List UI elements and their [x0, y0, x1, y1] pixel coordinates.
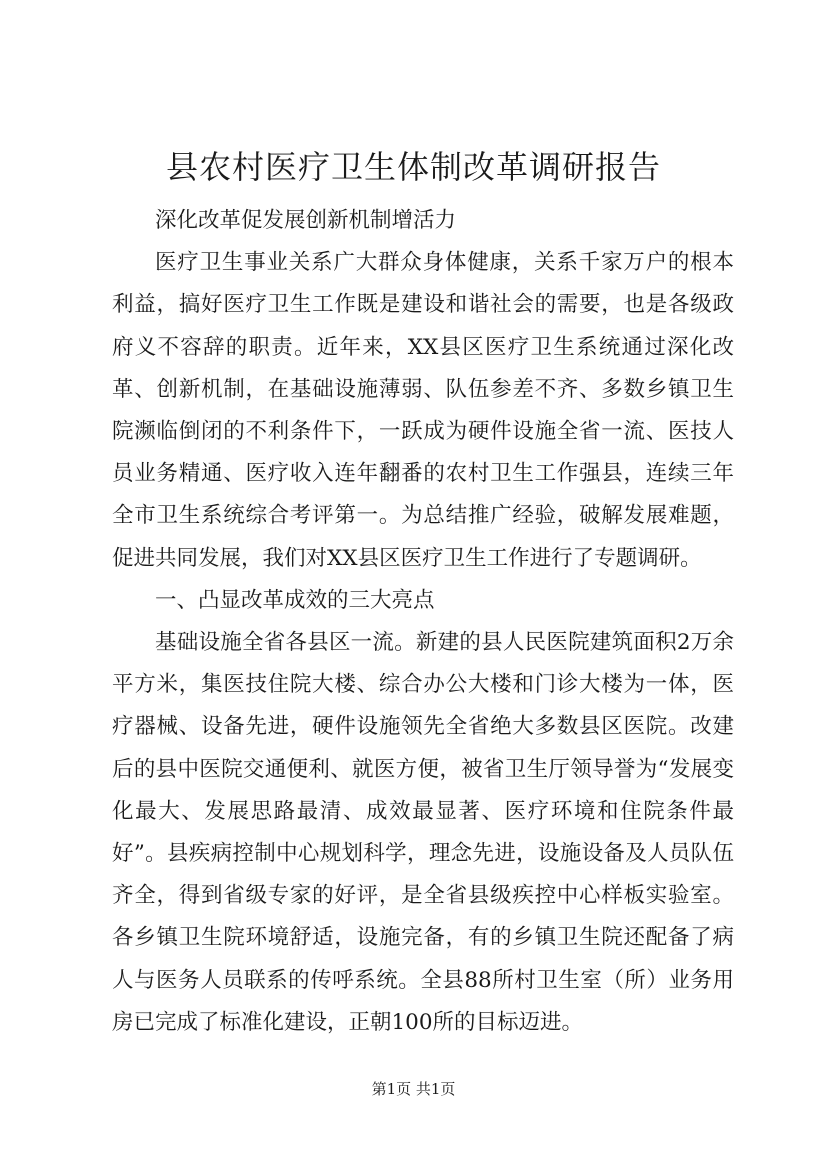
document-body	[112, 200, 734, 1044]
document-title: 县农村医疗卫生体制改革调研报告	[165, 148, 661, 186]
subtitle-paragraph: 深化改革促发展创新机制增活力	[155, 208, 457, 233]
intro-paragraph: 医疗卫生事业关系广大群众身体健康，关系千家万户的根本利益，搞好医疗卫生工作既是建设和谐社会的需要，也是各级政府义不容辞的职责。近年来，XX县区医疗卫生系统通过深化改革、创新机制，在基础设施薄弱、队伍参差不齐、多数乡镇卫生院濒临倒闭的不利条件下，一跃成为硬件设施全省一流、医技人员业务精通、医疗收入连年翻番的农村卫生工作强县，连续三年全市卫生系统综合考评第一。为总结推广经验，破解发展难题，促进共同发展，我们对XX县区医疗卫生工作进行了专题调研。	[112, 250, 734, 571]
section-heading: 一、凸显改革成效的三大亮点	[155, 587, 435, 613]
infrastructure-paragraph: 基础设施全省各县区一流。新建的县人民医院建筑面积2万余平方米，集医技住院大楼、综合办公大楼和门诊大楼为一体，医疗器械、设备先进，硬件设施领先全省绝大多数县区医院。改建后的县中医院交通便利、就医方便，被省卫生厅领导誉为“发展变化最大、发展思路最清、成效最显著、医疗环境和住院条件最好”。县疾病控制中心规划科学，理念先进，设施设备及人员队伍齐全，得到省级专家的好评，是全省县级疾控中心样板实验室。各乡镇卫生院环境舒适，设施完备，有的乡镇卫生院还配备了病人与医务人员联系的传呼系统。全县88所村卫生室（所）业务用房已完成了标准化建设，正朝100所的目标迈进。	[112, 630, 734, 1035]
page-footer: 第1页 共1页	[371, 1080, 456, 1098]
